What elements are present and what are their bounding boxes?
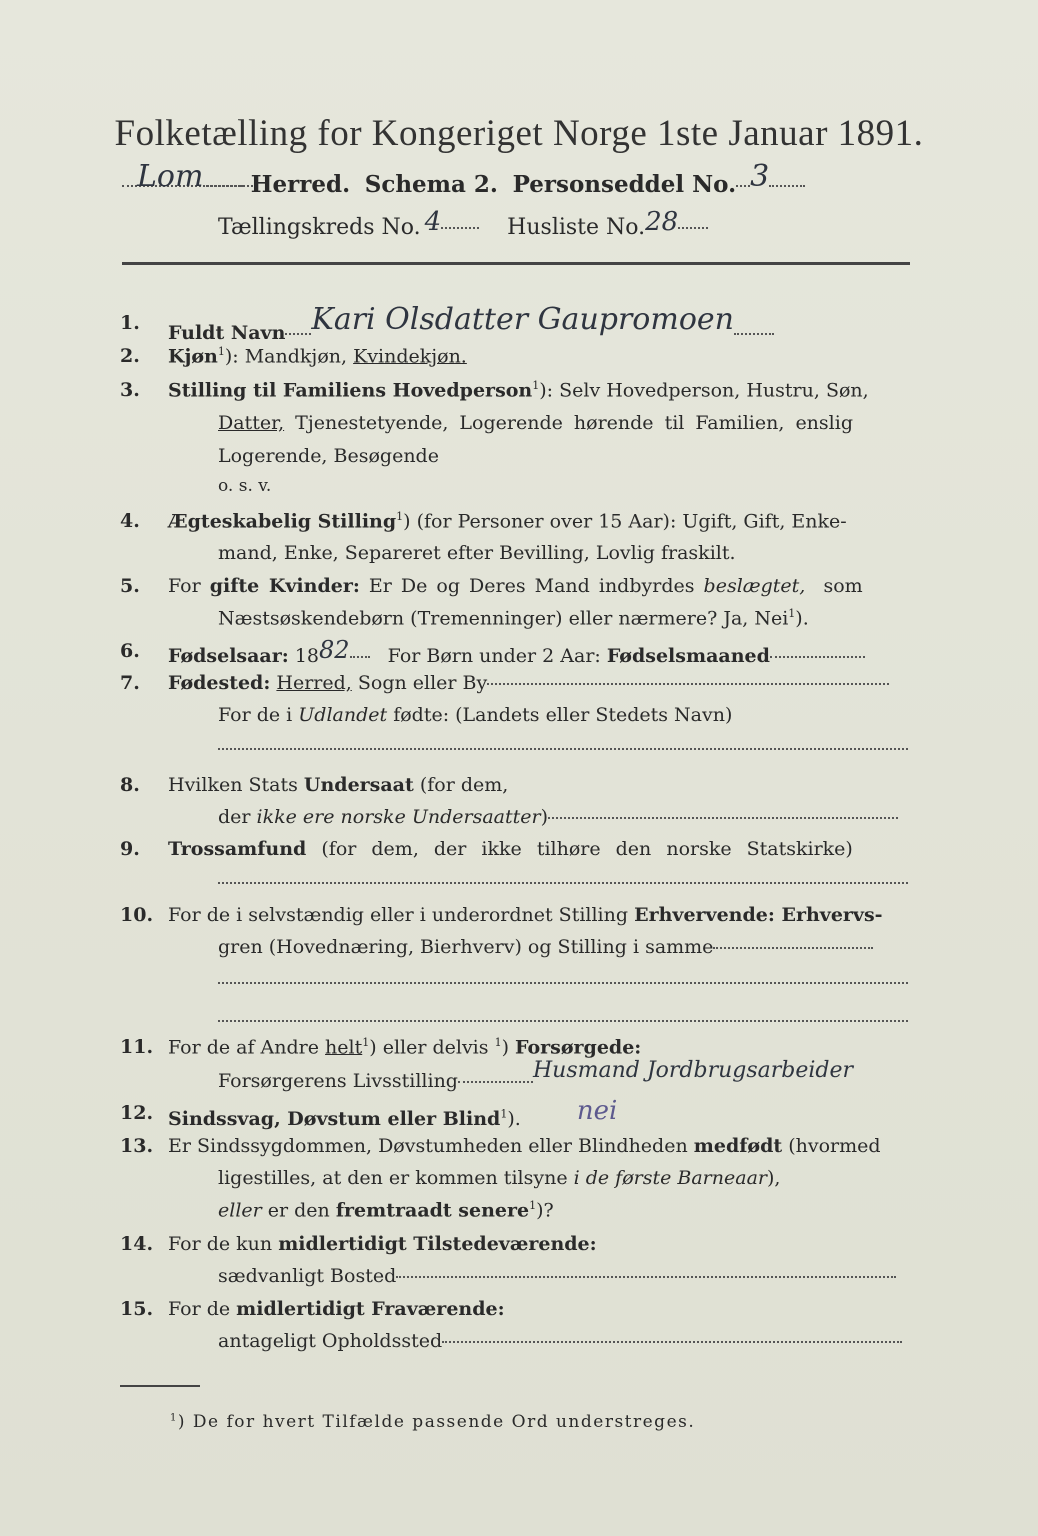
q4-line2: mand, Enke, Separeret efter Bevilling, Lovlig fraskilt. [218,542,736,564]
q8-line2-italic: ikke ere norske Undersaatter [256,806,541,828]
q15-label: midlertidigt Fraværende: [236,1298,505,1320]
footnote-mark: 1 [170,1412,178,1424]
q9-number: 9. [120,838,140,860]
q11-value: Husmand Jordbrugsarbeider [532,1058,854,1083]
q13-line2-text: ligestilles, at den er kommen tilsyne [218,1167,568,1189]
q12-footnote-mark: 1 [500,1107,508,1121]
q7-label: Fødested: [168,672,271,694]
q13-label: medfødt [693,1135,783,1157]
q15-line2 [218,1330,902,1352]
q9-text: (for dem, der ikke tilhøre den norske Statskirke) [321,838,853,860]
q15-text: For de [168,1298,231,1320]
personseddel-value: 3 [750,159,770,194]
husliste-value: 28 [645,207,679,237]
q7-line2-text: For de i [218,704,293,726]
herred-value: Lom [137,159,204,194]
q2-line [168,345,467,367]
q6-label: Fødselsaar: [168,645,289,667]
q2-text: ): Mandkjøn, [224,345,348,368]
q13-text: Er Sindssygdommen, Døvstumheden eller Blindheden [168,1135,688,1157]
personseddel-label: Personseddel No. [512,171,737,198]
q3-line2-text: Tjenestetyende, Logerende hørende til Familien, enslig [295,412,853,434]
q5-line2-text: Næstsøskendebørn (Tremenninger) eller nærmere? Ja, Nei [218,607,789,630]
q12-number: 12. [120,1102,154,1124]
form-title: Folketælling for Kongeriget Norge 1ste Januar 1891. [114,113,924,154]
herred-line [122,159,805,200]
q11-line2 [218,1058,854,1093]
q11-number: 11. [120,1036,154,1058]
q14-line2-text: sædvanligt Bosted [218,1265,397,1287]
q13-number: 13. [120,1135,154,1157]
kreds-label: Tællingskreds No. [218,215,421,240]
q3-number: 3. [120,379,140,401]
q7-answer-line [218,748,908,750]
q5-line2 [218,607,809,629]
q11-footnote-mark-2: 1 [494,1036,502,1049]
q3-label: Stilling til Familiens Hovedperson [168,379,533,402]
q11-label: Forsørgede: [515,1036,642,1059]
q8-number: 8. [120,774,140,796]
q13-line2 [218,1167,780,1189]
q10-line2-text: gren (Hovednæring, Bierhverv) og Stilling i samme [218,936,714,958]
q8-line2-end: ) [540,806,549,828]
q15-line2-text: antageligt Opholdssted [218,1330,443,1352]
q9-line [168,838,853,860]
q5-lead: For [168,575,201,597]
q14-number: 14. [120,1233,154,1255]
q11-text: For de af Andre [168,1036,319,1059]
q3-line2 [218,412,853,434]
q6-value: 82 [319,636,350,664]
q11-line1 [168,1036,641,1058]
footnote-rule [120,1385,200,1387]
footnote-text: ) De for hvert Tilfælde passende Ord understreges. [177,1412,696,1432]
q2-label: Kjøn [168,345,218,368]
q13-line3: eller er den fremtraadt senere$^1$)? [218,1199,554,1222]
q6-line [168,636,865,668]
q7-line1 [168,672,889,694]
herred-label: Herred. [250,171,351,198]
q3-line1 [168,379,869,401]
q14-line2 [218,1265,896,1287]
q12-line [168,1096,618,1132]
q10-label: Erhvervende: Erhvervs- [634,904,883,926]
q5-line2-end: ). [795,607,809,630]
q7-line2-end: fødte: (Landets eller Stedets Navn) [393,704,733,726]
husliste-label: Husliste No. [507,215,646,240]
q7-selected-option: Herred, [276,672,352,694]
q6-text: For Børn under 2 Aar: [387,645,601,667]
q3-line4: o. s. v. [218,476,272,496]
q10-line2 [218,936,873,958]
q13-line2-end: ), [767,1167,781,1189]
q7-text: Sogn eller By [357,672,488,694]
q5-label: gifte Kvinder: [209,575,360,597]
q8-line1 [168,774,508,796]
q4-footnote-mark: 1 [396,510,404,523]
kreds-line [218,207,708,241]
q1-line [168,302,774,347]
kreds-value: 4 [424,207,442,237]
q8-text: Hvilken Stats [168,774,298,796]
q5-footnote-mark: 1 [788,607,796,620]
q10-line1 [168,904,883,926]
q7-number: 7. [120,672,140,694]
q1-number: 1. [120,312,140,334]
q11-text-mid: ) eller delvis [369,1036,489,1059]
q10-number: 10. [120,904,154,926]
q13-line3-italic: eller [218,1199,262,1222]
q3-text: ): Selv Hovedperson, Hustru, Søn, [539,379,869,402]
q11-selected-option: helt [325,1036,363,1059]
q12-end: ). [507,1108,521,1130]
q14-text: For de kun [168,1233,273,1255]
q6-prefix: 18 [294,645,319,667]
q3-line3: Logerende, Besøgende [218,445,439,467]
q5-italic: beslægtet, [703,575,806,597]
q11-footnote-mark-1: 1 [362,1036,370,1049]
q12-value: nei [576,1096,618,1126]
q9-label: Trossamfund [168,838,307,860]
q4-number: 4. [120,510,140,532]
q13-line1 [168,1135,881,1157]
q8-label: Undersaat [303,774,414,796]
q4-line1 [168,510,847,532]
q13-line3-end: )? [536,1199,554,1222]
q13-text-end: (hvormed [788,1135,881,1157]
q11-line2-text: Forsørgerens Livsstilling [218,1070,458,1092]
q5-text-end: som [823,575,863,597]
q7-line2-italic: Udlandet [298,704,388,726]
q11-text-close: ) [501,1036,509,1059]
q5-number: 5. [120,575,140,597]
q7-line2 [218,704,732,726]
q14-line1 [168,1233,597,1255]
q13-line3-text: er den [267,1199,330,1222]
q5-text: Er De og Deres Mand indbyrdes [368,575,695,597]
q6-label2: Fødselsmaaned [606,645,770,667]
q6-number: 6. [120,640,140,662]
q12-label: Sindssvag, Døvstum eller Blind [168,1108,501,1130]
footnote [170,1412,695,1432]
q14-label: midlertidigt Tilstedeværende: [278,1233,597,1255]
q1-label: Fuldt Navn [168,322,286,344]
q8-line2 [218,806,898,828]
q9-answer-line [218,882,908,884]
q5-line1 [168,575,863,597]
q10-answer-line-1 [218,982,908,984]
q15-line1 [168,1298,505,1320]
q3-footnote-mark: 1 [532,379,540,392]
q1-value: Kari Olsdatter Gaupromoen [311,302,734,337]
schema-label: Schema 2. [364,171,498,198]
q10-answer-line-2 [218,1020,908,1022]
q2-number: 2. [120,345,140,367]
q15-number: 15. [120,1298,154,1320]
q4-label: Ægteskabelig Stilling [168,510,397,533]
q10-text: For de i selvstændig eller i underordnet Stilling [168,904,629,926]
header-rule [122,262,910,265]
q8-line2-text: der [218,806,251,828]
q2-selected-option: Kvindekjøn. [353,345,467,368]
q8-text-end: (for dem, [419,774,509,796]
q4-text: ) (for Personer over 15 Aar): Ugift, Gift, Enke- [403,510,847,533]
q2-footnote-mark: 1 [217,345,225,358]
q13-line3-label: fremtraadt senere [335,1199,530,1222]
q3-selected-option: Datter, [218,412,285,434]
q13-line2-italic: i de første Barneaar [573,1167,767,1189]
